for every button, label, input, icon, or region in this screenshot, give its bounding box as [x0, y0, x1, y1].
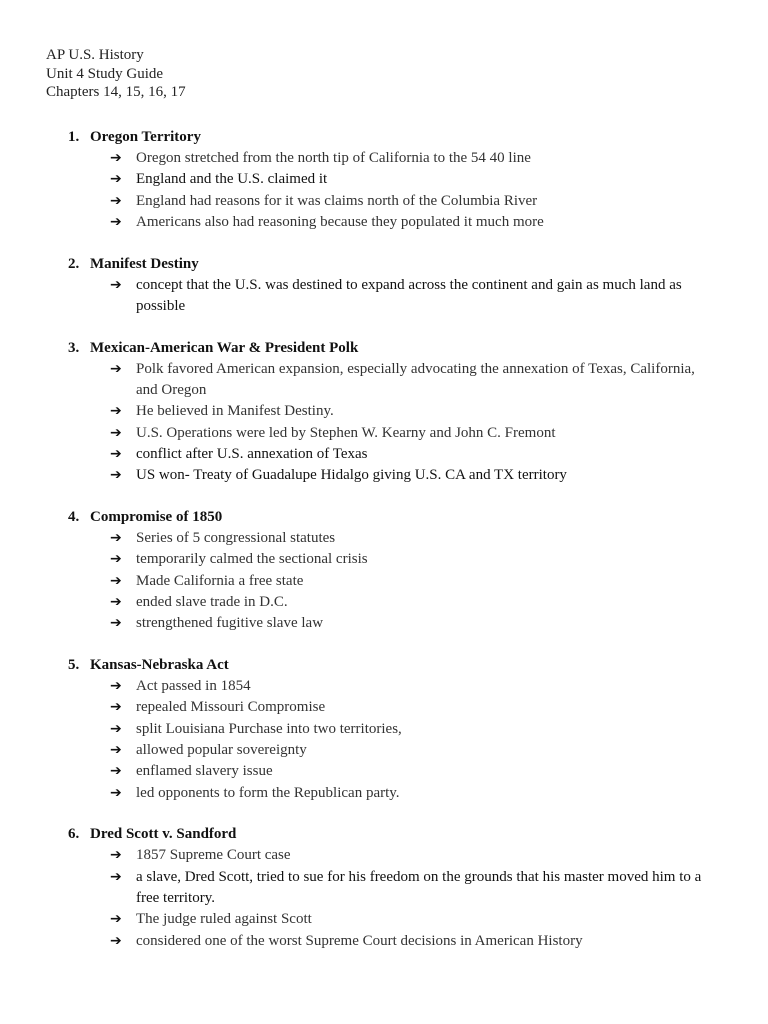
- section-number: 1.: [68, 129, 80, 145]
- arrow-bullet-icon: ➔: [110, 911, 122, 928]
- section-title: Manifest Destiny: [90, 255, 199, 272]
- bullet-list: [0, 676, 768, 804]
- bullet-item: [0, 549, 768, 570]
- bullet-item: [0, 465, 768, 486]
- bullet-list: [0, 845, 768, 951]
- bullet-text: Series of 5 congressional statutes: [136, 530, 336, 547]
- bullet-text: enflamed slavery issue: [136, 763, 273, 780]
- section-heading: [0, 254, 768, 275]
- section-oregon-territory: [0, 127, 768, 233]
- arrow-bullet-icon: ➔: [110, 445, 122, 462]
- section-heading: [0, 127, 768, 148]
- bullet-item: [0, 613, 768, 634]
- bullet-item: [0, 148, 768, 169]
- bullet-list: [0, 275, 768, 318]
- bullet-text: Made California a free state: [136, 572, 304, 589]
- guide-title: Unit 4 Study Guide: [46, 65, 164, 82]
- arrow-bullet-icon: ➔: [110, 150, 122, 166]
- bullet-text: U.S. Operations were led by Stephen W. Kearny and John C. Fremont: [136, 424, 556, 441]
- section-title: Mexican-American War & President Polk: [90, 339, 359, 356]
- bullet-item: [0, 571, 768, 592]
- course-title: AP U.S. History: [46, 47, 144, 63]
- arrow-bullet-icon: ➔: [110, 763, 122, 780]
- bullet-item: [0, 528, 768, 549]
- bullet-item: [0, 401, 768, 422]
- arrow-bullet-icon: ➔: [110, 678, 122, 695]
- arrow-bullet-icon: ➔: [110, 593, 122, 610]
- bullet-text: Polk favored American expansion, especially advocating the annexation of Texas, California, and Oregon: [136, 360, 695, 399]
- bullet-item: [0, 845, 768, 866]
- arrow-bullet-icon: ➔: [110, 171, 122, 188]
- bullet-text: led opponents to form the Republican party.: [136, 784, 400, 801]
- section-manifest-destiny: [0, 254, 768, 318]
- bullet-text: temporarily calmed the sectional crisis: [136, 551, 368, 568]
- bullet-item: [0, 783, 768, 804]
- bullet-list: [0, 528, 768, 634]
- bullet-text: US won- Treaty of Guadalupe Hidalgo giving U.S. CA and TX territory: [136, 467, 567, 484]
- arrow-bullet-icon: ➔: [110, 720, 122, 737]
- arrow-bullet-icon: ➔: [110, 276, 122, 293]
- bullet-item: [0, 444, 768, 465]
- section-heading: [0, 824, 768, 845]
- section-title: Dred Scott v. Sandford: [90, 826, 237, 843]
- section-title: Oregon Territory: [90, 129, 201, 145]
- study-guide-sections: [0, 127, 768, 972]
- bullet-item: [0, 169, 768, 190]
- section-number: 4.: [68, 509, 80, 526]
- bullet-list: [0, 359, 768, 487]
- arrow-bullet-icon: ➔: [110, 784, 122, 801]
- bullet-list: [0, 148, 768, 233]
- bullet-text: allowed popular sovereignty: [136, 741, 307, 758]
- bullet-text: strengthened fugitive slave law: [136, 615, 324, 632]
- arrow-bullet-icon: ➔: [110, 868, 122, 885]
- bullet-text: split Louisiana Purchase into two territories,: [136, 720, 402, 737]
- arrow-bullet-icon: ➔: [110, 615, 122, 632]
- section-kansas-nebraska-act: [0, 655, 768, 804]
- bullet-item: [0, 867, 768, 910]
- section-number: 5.: [68, 657, 80, 674]
- bullet-item: [0, 676, 768, 697]
- bullet-text: England and the U.S. claimed it: [136, 171, 328, 188]
- bullet-item: [0, 212, 768, 233]
- bullet-text: considered one of the worst Supreme Court decisions in American History: [136, 932, 583, 949]
- bullet-item: [0, 359, 768, 402]
- bullet-text: Act passed in 1854: [136, 678, 251, 695]
- bullet-item: [0, 191, 768, 212]
- section-dred-scott: [0, 824, 768, 951]
- arrow-bullet-icon: ➔: [110, 360, 122, 377]
- section-compromise-of-1850: [0, 507, 768, 634]
- section-title: Kansas-Nebraska Act: [90, 657, 229, 674]
- bullet-text: a slave, Dred Scott, tried to sue for his freedom on the grounds that his master moved him to a free territory.: [136, 868, 702, 906]
- bullet-item: [0, 761, 768, 782]
- arrow-bullet-icon: ➔: [110, 424, 122, 441]
- bullet-item: [0, 423, 768, 444]
- section-number: 6.: [68, 826, 80, 843]
- bullet-item: [0, 909, 768, 930]
- arrow-bullet-icon: ➔: [110, 192, 122, 209]
- bullet-text: 1857 Supreme Court case: [136, 847, 291, 864]
- bullet-item: [0, 740, 768, 761]
- arrow-bullet-icon: ➔: [110, 467, 122, 484]
- chapters-line: Chapters 14, 15, 16, 17: [46, 84, 186, 100]
- section-number: 2.: [68, 255, 80, 272]
- bullet-item: [0, 275, 768, 318]
- bullet-text: The judge ruled against Scott: [136, 911, 312, 928]
- arrow-bullet-icon: ➔: [110, 699, 122, 716]
- bullet-text: Oregon stretched from the north tip of California to the 54 40 line: [136, 150, 531, 166]
- section-number: 3.: [68, 339, 80, 356]
- bullet-text: ended slave trade in D.C.: [136, 593, 288, 610]
- arrow-bullet-icon: ➔: [110, 932, 122, 949]
- arrow-bullet-icon: ➔: [110, 847, 122, 864]
- document-header: [46, 46, 186, 102]
- bullet-item: [0, 697, 768, 718]
- bullet-item: [0, 931, 768, 952]
- bullet-item: [0, 719, 768, 740]
- bullet-text: concept that the U.S. was destined to expand across the continent and gain as much land as possible: [136, 276, 682, 314]
- arrow-bullet-icon: ➔: [110, 551, 122, 568]
- arrow-bullet-icon: ➔: [110, 213, 122, 230]
- bullet-text: conflict after U.S. annexation of Texas: [136, 445, 368, 462]
- bullet-text: repealed Missouri Compromise: [136, 699, 326, 716]
- bullet-text: He believed in Manifest Destiny.: [136, 403, 334, 420]
- section-mexican-american-war: [0, 338, 768, 487]
- arrow-bullet-icon: ➔: [110, 572, 122, 589]
- bullet-text: England had reasons for it was claims north of the Columbia River: [136, 192, 538, 209]
- bullet-item: [0, 592, 768, 613]
- bullet-text: Americans also had reasoning because they populated it much more: [136, 213, 544, 230]
- section-heading: [0, 655, 768, 676]
- section-heading: [0, 507, 768, 528]
- arrow-bullet-icon: ➔: [110, 741, 122, 758]
- arrow-bullet-icon: ➔: [110, 530, 122, 547]
- arrow-bullet-icon: ➔: [110, 403, 122, 420]
- section-heading: [0, 338, 768, 359]
- section-title: Compromise of 1850: [90, 509, 223, 526]
